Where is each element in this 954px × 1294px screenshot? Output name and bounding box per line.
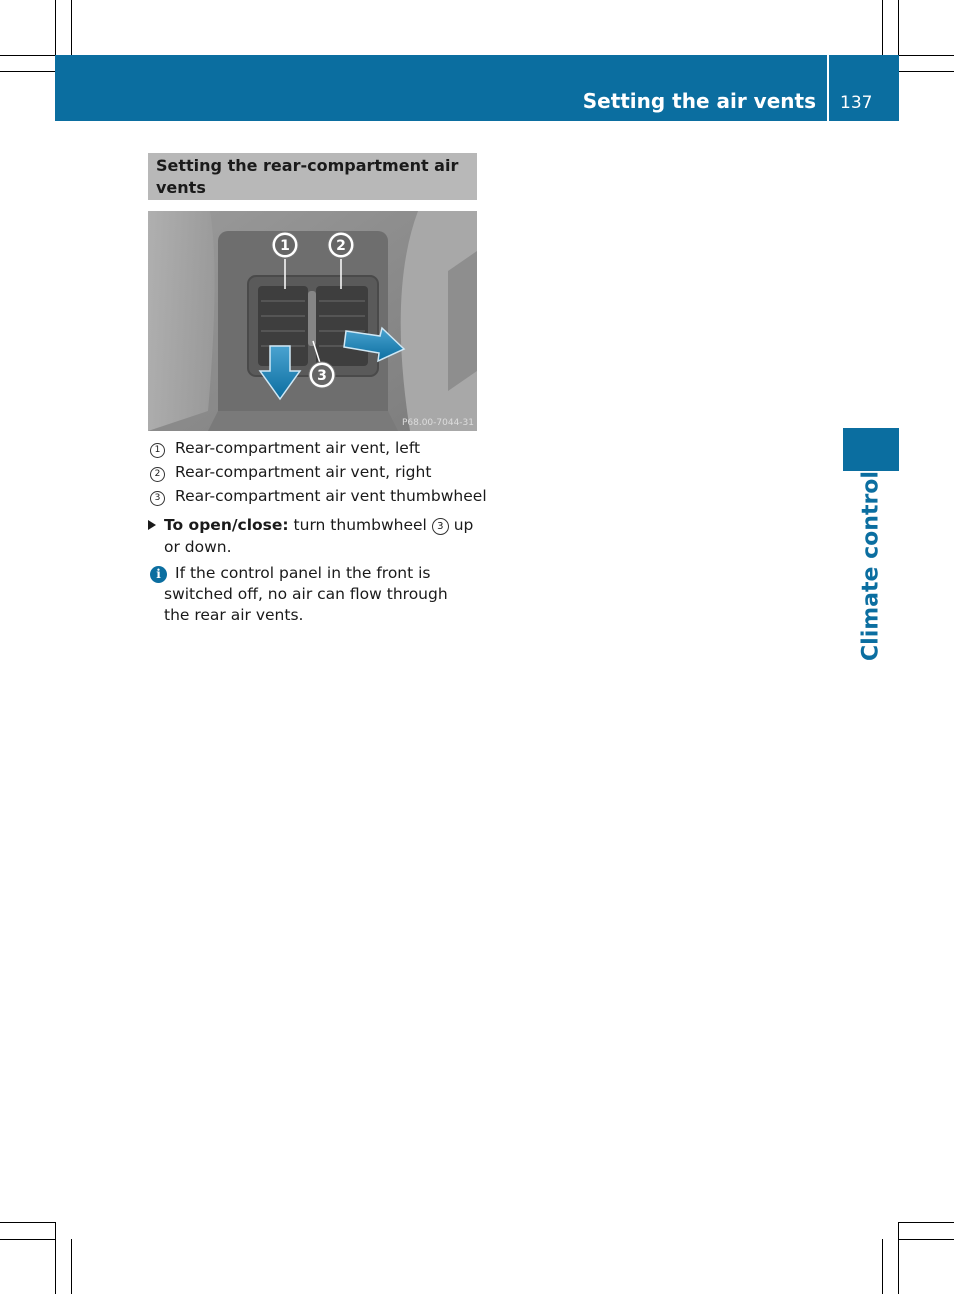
crop-mark: [899, 55, 954, 56]
legend-number: 1: [150, 443, 165, 458]
crop-mark: [882, 0, 883, 55]
crop-mark: [55, 1222, 56, 1294]
air-vent-illustration: [148, 211, 477, 431]
legend-number: 2: [150, 467, 165, 482]
crop-mark: [71, 0, 72, 55]
crop-mark: [0, 71, 55, 72]
crop-mark: [71, 1239, 72, 1294]
legend-item: [148, 485, 487, 507]
legend-text: Rear-compartment air vent, right: [175, 463, 432, 481]
info-text: If the control panel in the front is switched off, no air can flow through the rear air vents.: [164, 564, 448, 624]
callout-2: [328, 232, 354, 258]
air-vent-image: [148, 211, 477, 431]
legend-item: [148, 437, 420, 459]
crop-mark: [899, 71, 954, 72]
crop-mark: [0, 55, 55, 56]
chapter-label: Climate control: [858, 471, 884, 661]
crop-mark: [55, 0, 56, 55]
crop-mark: [898, 1222, 899, 1294]
page-number: 137: [840, 93, 873, 113]
step-arrow-icon: [148, 520, 156, 530]
page-title: Setting the air vents: [582, 89, 816, 113]
legend-number: 3: [150, 491, 165, 506]
crop-mark: [882, 1239, 883, 1294]
legend-text: Rear-compartment air vent, left: [175, 439, 421, 457]
instruction-label: To open/close:: [164, 516, 289, 534]
chapter-tab: [843, 428, 899, 471]
svg-text:1: 1: [280, 238, 290, 254]
legend-item: [148, 461, 431, 483]
crop-mark: [899, 1222, 954, 1223]
callout-1: [272, 232, 298, 258]
callout-3: [309, 362, 335, 388]
header-divider: [827, 55, 829, 121]
svg-text:3: 3: [317, 368, 327, 384]
crop-mark: [0, 1239, 55, 1240]
info-icon: i: [150, 566, 167, 583]
inline-ref-number: 3: [432, 518, 449, 535]
crop-mark: [899, 1239, 954, 1240]
figure-reference: P68.00-7044-31: [401, 418, 474, 428]
svg-text:2: 2: [336, 238, 346, 254]
section-heading: Setting the rear-compartment air vents: [148, 153, 477, 200]
crop-mark: [0, 1222, 55, 1223]
instruction-step: [148, 514, 478, 558]
legend-text: Rear-compartment air vent thumbwheel: [175, 487, 487, 505]
info-note: [148, 563, 478, 626]
instruction-text: To open/close: turn thumbwheel 3 up or down.: [164, 516, 474, 556]
crop-mark: [898, 0, 899, 55]
